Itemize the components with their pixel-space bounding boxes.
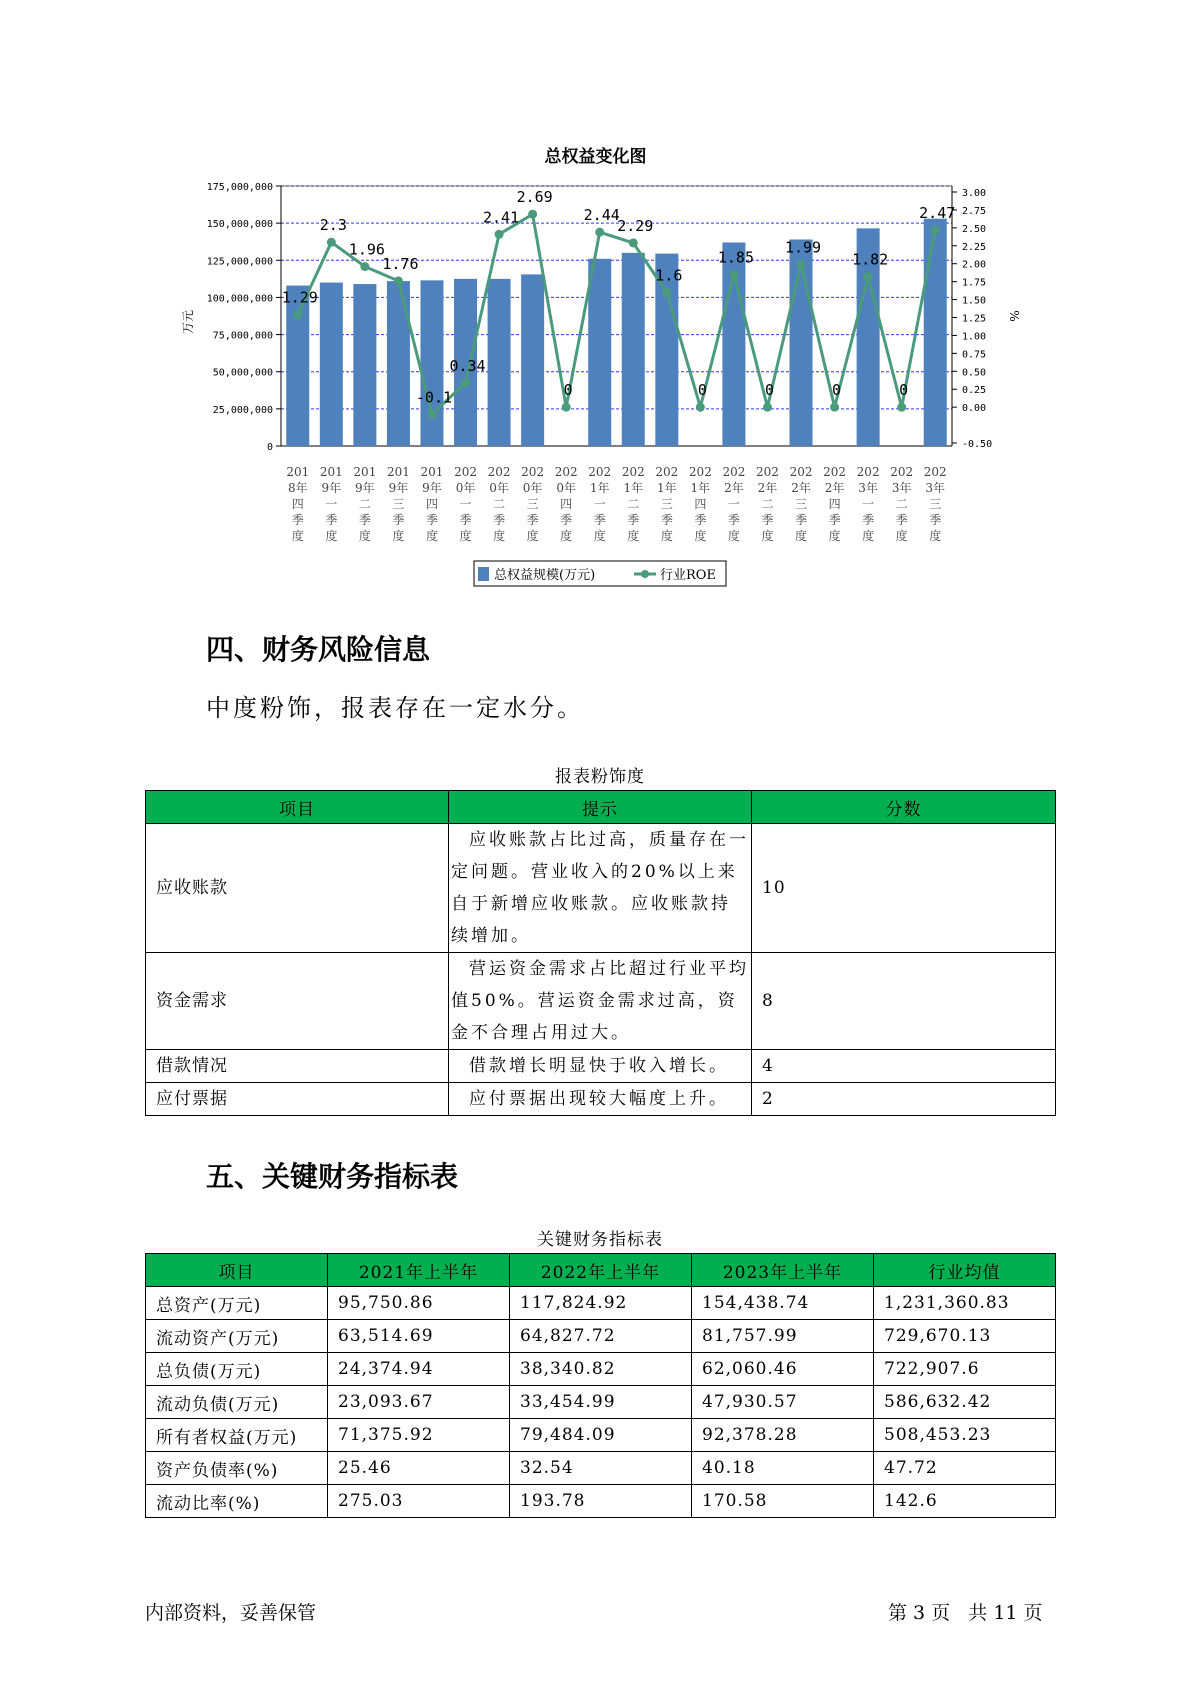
risk-table-header-row	[146, 791, 1056, 824]
kpi-item-cell: 总资产(万元)	[146, 1287, 328, 1320]
y-left-tick-label: 25,000,000	[212, 404, 273, 416]
roe-point	[830, 403, 839, 412]
y-right-tick-label: 1.50	[962, 295, 987, 307]
x-tick-label: 202 0年三季度	[521, 465, 545, 543]
y-right-tick-label: 0.25	[962, 385, 987, 397]
y-right-tick-label: 0.50	[962, 367, 987, 379]
risk-item: 借款情况	[146, 1050, 449, 1083]
y-right-tick-label: 0.00	[962, 403, 987, 415]
kpi-value-cell: 23,093.67	[328, 1386, 510, 1419]
risk-score: 10	[752, 824, 1056, 953]
risk-score: 8	[752, 953, 1056, 1050]
risk-item: 应付票据	[146, 1083, 449, 1116]
y-right-axis-label: %	[1007, 310, 1021, 322]
y-left-tick-label: 50,000,000	[212, 367, 273, 379]
roe-point	[763, 403, 772, 412]
roe-point	[327, 238, 336, 247]
x-tick-label: 202 2年四季度	[823, 465, 847, 543]
footer-page-number: 第 3 页 共 11 页	[888, 1602, 1043, 1624]
risk-header-item: 项目	[146, 791, 449, 824]
table-row	[146, 1452, 1056, 1485]
kpi-value-cell: 63,514.69	[328, 1320, 510, 1353]
kpi-value-cell: 64,827.72	[510, 1320, 692, 1353]
kpi-value-cell: 79,484.09	[510, 1419, 692, 1452]
kpi-value-cell: 38,340.82	[510, 1353, 692, 1386]
equity-bar	[521, 274, 544, 446]
section4-intro: 中度粉饰，报表存在一定水分。	[206, 694, 584, 722]
kpi-value-cell: 1,231,360.83	[874, 1287, 1056, 1320]
y-right-tick-label: 0.75	[962, 349, 987, 361]
roe-point	[495, 230, 504, 239]
roe-point	[293, 310, 302, 319]
risk-score: 4	[752, 1050, 1056, 1083]
risk-score: 2	[752, 1083, 1056, 1116]
risk-tip: 应付票据出现较大幅度上升。	[449, 1083, 752, 1116]
x-tick-label: 202 0年四季度	[554, 465, 578, 543]
equity-bar	[420, 280, 443, 446]
equity-bar	[387, 281, 410, 446]
kpi-header: 行业均值	[874, 1254, 1056, 1287]
roe-data-label: 1.6	[655, 266, 683, 285]
y-left-tick-label: 150,000,000	[206, 219, 273, 231]
risk-table	[145, 790, 1056, 1116]
table-row	[146, 1485, 1056, 1518]
legend-bar-swatch	[478, 567, 489, 581]
roe-point	[360, 262, 369, 271]
x-tick-label: 201 9年一季度	[319, 465, 343, 543]
kpi-item-cell: 总负债(万元)	[146, 1353, 328, 1386]
roe-data-label: 0	[563, 381, 573, 400]
roe-point	[797, 260, 806, 269]
roe-point	[864, 272, 873, 281]
roe-point	[562, 403, 571, 412]
risk-tip: 应收账款占比过高，质量存在一定问题。营业收入的20%以上来自于新增应收账款。应收账款持续增加。	[449, 824, 752, 953]
kpi-item-cell: 流动比率(%)	[146, 1485, 328, 1518]
kpi-table-body	[146, 1287, 1056, 1518]
kpi-value-cell: 170.58	[692, 1485, 874, 1518]
risk-header-score: 分数	[752, 791, 1056, 824]
roe-data-label: 0	[764, 381, 774, 400]
kpi-value-cell: 586,632.42	[874, 1386, 1056, 1419]
x-tick-label: 201 9年四季度	[420, 465, 444, 543]
roe-data-label: 2.44	[583, 206, 620, 225]
risk-tip: 营运资金需求占比超过行业平均值50%。营运资金需求过高，资金不合理占用过大。	[449, 953, 752, 1050]
y-left-axis-label: 万元	[181, 309, 195, 335]
y-right-tick-label: 2.50	[962, 223, 987, 235]
roe-data-label: 1.99	[784, 238, 822, 257]
y-right-tick-label: 1.00	[962, 331, 987, 343]
kpi-value-cell: 117,824.92	[510, 1287, 692, 1320]
risk-tip: 借款增长明显快于收入增长。	[449, 1050, 752, 1083]
roe-data-label: 1.96	[348, 240, 385, 259]
kpi-item-cell: 流动负债(万元)	[146, 1386, 328, 1419]
chart-title: 总权益变化图	[544, 147, 647, 167]
x-tick-label: 202 1年三季度	[655, 465, 679, 543]
roe-point	[427, 410, 436, 419]
kpi-header: 项目	[146, 1254, 328, 1287]
y-left-tick-label: 125,000,000	[206, 256, 273, 268]
roe-data-label: 2.69	[516, 188, 553, 207]
kpi-value-cell: 142.6	[874, 1485, 1056, 1518]
table-row	[146, 824, 1056, 953]
kpi-value-cell: 81,757.99	[692, 1320, 874, 1353]
kpi-item-cell: 资产负债率(%)	[146, 1452, 328, 1485]
x-tick-label: 202 2年二季度	[756, 465, 779, 543]
table-row	[146, 953, 1056, 1050]
roe-point	[931, 226, 940, 235]
kpi-value-cell: 40.18	[692, 1452, 874, 1485]
equity-bar	[924, 219, 947, 446]
table-row	[146, 1386, 1056, 1419]
roe-data-label: 0	[899, 381, 909, 400]
x-tick-label: 202 0年一季度	[454, 465, 477, 543]
kpi-value-cell: 62,060.46	[692, 1353, 874, 1386]
kpi-item-cell: 所有者权益(万元)	[146, 1419, 328, 1452]
kpi-header: 2021年上半年	[328, 1254, 510, 1287]
kpi-value-cell: 47,930.57	[692, 1386, 874, 1419]
kpi-value-cell: 154,438.74	[692, 1287, 874, 1320]
x-tick-label: 202 3年三季度	[923, 465, 947, 543]
kpi-header: 2022年上半年	[510, 1254, 692, 1287]
risk-header-tip: 提示	[449, 791, 752, 824]
x-tick-label: 202 3年一季度	[856, 465, 880, 543]
roe-data-label: 2.29	[617, 216, 654, 235]
kpi-value-cell: 71,375.92	[328, 1419, 510, 1452]
kpi-value-cell: 722,907.6	[874, 1353, 1056, 1386]
roe-point	[461, 378, 470, 387]
x-tick-label: 202 1年一季度	[588, 465, 612, 543]
roe-point	[528, 210, 537, 219]
roe-point	[394, 276, 403, 285]
roe-point	[729, 270, 738, 279]
legend-line-label: 行业ROE	[660, 568, 716, 583]
roe-point	[897, 403, 906, 412]
equity-bar	[588, 259, 611, 446]
kpi-value-cell: 95,750.86	[328, 1287, 510, 1320]
table-row	[146, 1320, 1056, 1353]
roe-point	[629, 238, 638, 247]
x-tick-label: 202 2年三季度	[789, 465, 813, 543]
table-row	[146, 1083, 1056, 1116]
kpi-value-cell: 32.54	[510, 1452, 692, 1485]
roe-data-label: 0	[697, 381, 707, 400]
kpi-table-caption: 关键财务指标表	[537, 1230, 663, 1250]
x-tick-label: 201 8年四季度	[286, 465, 310, 543]
kpi-value-cell: 47.72	[874, 1452, 1056, 1485]
y-right-tick-label: 2.25	[962, 241, 987, 253]
equity-bar	[488, 279, 511, 446]
kpi-value-cell: 729,670.13	[874, 1320, 1056, 1353]
x-tick-label: 201 9年三季度	[386, 465, 410, 543]
roe-data-label: 1.82	[852, 250, 889, 269]
legend-bar-label: 总权益规模(万元)	[494, 568, 596, 583]
y-left-tick-label: 0	[266, 442, 273, 453]
kpi-value-cell: 275.03	[328, 1485, 510, 1518]
roe-data-label: 1.29	[281, 288, 318, 307]
roe-data-label: 2.3	[319, 216, 347, 235]
section4-heading: 四、财务风险信息	[206, 633, 431, 666]
kpi-table-header-row	[146, 1254, 1056, 1287]
table-row	[146, 1353, 1056, 1386]
x-tick-label: 202 1年四季度	[688, 465, 712, 543]
roe-data-label: -0.1	[415, 388, 453, 407]
x-tick-label: 202 0年二季度	[487, 465, 511, 543]
roe-data-label: 1.76	[382, 254, 419, 273]
kpi-item-cell: 流动资产(万元)	[146, 1320, 328, 1353]
roe-point	[696, 403, 705, 412]
equity-roe-chart	[0, 0, 1191, 600]
risk-table-caption: 报表粉饰度	[555, 767, 645, 787]
kpi-table	[145, 1253, 1056, 1518]
legend-line-marker	[641, 570, 649, 578]
risk-item: 资金需求	[146, 953, 449, 1050]
roe-data-label: 2.47	[919, 204, 956, 223]
x-tick-label: 202 2年一季度	[722, 465, 746, 543]
y-left-tick-label: 100,000,000	[206, 293, 273, 305]
kpi-value-cell: 508,453.23	[874, 1419, 1056, 1452]
y-left-tick-label: 75,000,000	[212, 330, 273, 342]
kpi-value-cell: 33,454.99	[510, 1386, 692, 1419]
x-tick-label: 201 9年二季度	[353, 465, 377, 543]
table-row	[146, 1419, 1056, 1452]
y-left-tick-label: 175,000,000	[206, 182, 273, 193]
y-right-tick-label: 2.00	[962, 259, 987, 271]
kpi-value-cell: 25.46	[328, 1452, 510, 1485]
roe-point	[595, 228, 604, 237]
equity-bar	[622, 253, 645, 446]
roe-data-label: 0	[832, 381, 842, 400]
y-right-tick-label: 2.75	[962, 205, 987, 217]
roe-data-label: 0.34	[449, 356, 486, 375]
footer-confidential: 内部资料，妥善保管	[145, 1602, 317, 1624]
section5-heading: 五、关键财务指标表	[206, 1160, 459, 1193]
risk-item: 应收账款	[146, 824, 449, 953]
equity-bar	[286, 286, 309, 446]
y-right-tick-label: 3.00	[962, 188, 987, 199]
y-right-tick-label: 1.25	[962, 313, 987, 325]
kpi-value-cell: 24,374.94	[328, 1353, 510, 1386]
table-row	[146, 1050, 1056, 1083]
y-right-tick-label: 1.75	[962, 277, 987, 289]
kpi-header: 2023年上半年	[692, 1254, 874, 1287]
roe-data-label: 2.41	[483, 208, 520, 227]
kpi-value-cell: 92,378.28	[692, 1419, 874, 1452]
roe-point	[662, 288, 671, 297]
equity-bar	[320, 283, 343, 446]
equity-bar	[353, 284, 376, 446]
x-tick-label: 202 3年二季度	[890, 465, 914, 543]
y-right-tick-label: -0.50	[962, 439, 993, 450]
x-tick-label: 202 1年二季度	[621, 465, 645, 543]
table-row	[146, 1287, 1056, 1320]
kpi-value-cell: 193.78	[510, 1485, 692, 1518]
roe-data-label: 1.85	[717, 248, 754, 267]
